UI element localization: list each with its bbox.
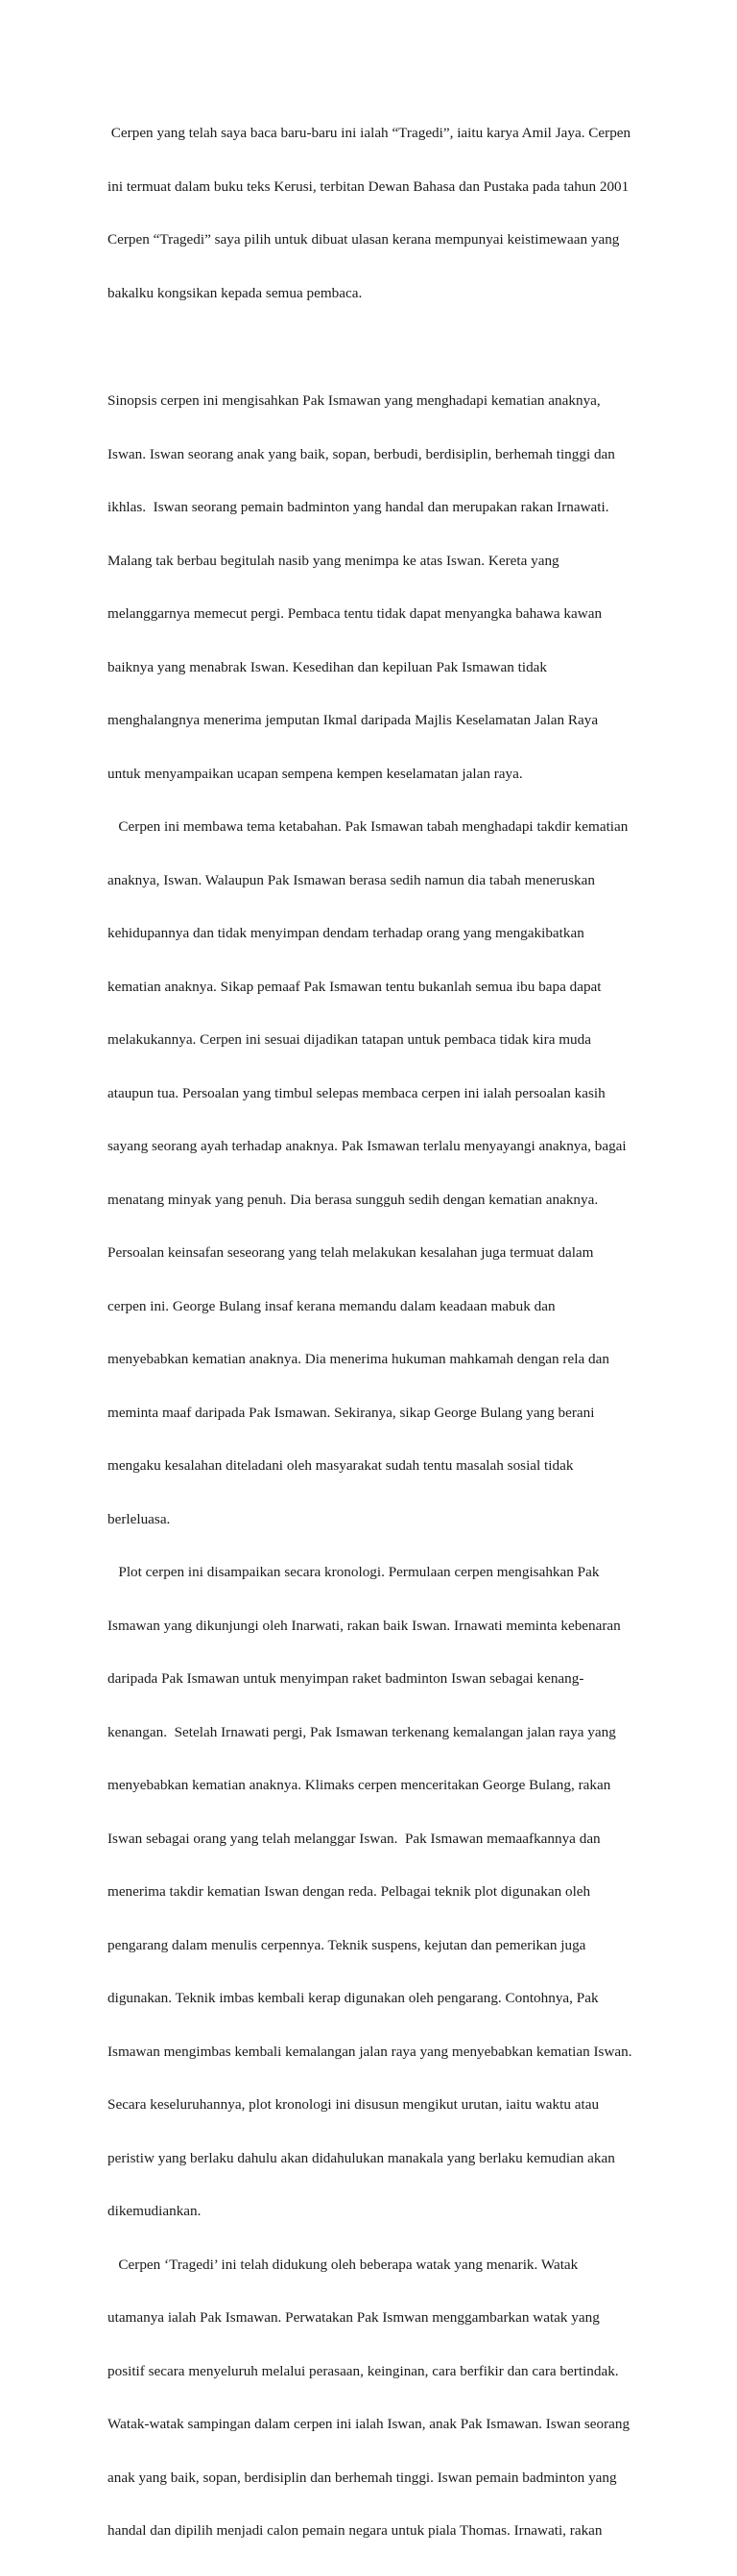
text-line: menatang minyak yang penuh. Dia berasa sungguh sedih dengan kematian anaknya.: [107, 1191, 599, 1208]
text-line: menyebabkan kematian anaknya. Klimaks cerpen menceritakan George Bulang, rakan: [107, 1777, 611, 1793]
text-line: pengarang dalam menulis cerpennya. Teknik suspens, kejutan dan pemerikan juga: [107, 1936, 586, 1953]
text-line: ikhlas. Iswan seorang pemain badminton yang handal dan merupakan rakan Irnawati.: [107, 499, 609, 515]
body-paragraphs: [107, 357, 645, 2576]
document-page: [107, 89, 645, 2576]
text-line: untuk menyampaikan ucapan sempena kempen keselamatan jalan raya.: [107, 765, 523, 782]
text-line: ini termuat dalam buku teks Kerusi, terbitan Dewan Bahasa dan Pustaka pada tahun 2001: [107, 177, 630, 195]
text-line: menerima takdir kematian Iswan dengan reda. Pelbagai teknik plot digunakan oleh: [107, 1883, 591, 1900]
text-line: anak yang baik, sopan, berdisiplin dan berhemah tinggi. Iswan pemain badminton yang: [107, 2469, 617, 2486]
text-line: Plot cerpen ini disampaikan secara kronologi. Permulaan cerpen mengisahkan Pak: [107, 1564, 600, 1580]
text-line: baiknya yang menabrak Iswan. Kesedihan dan kepiluan Pak Ismawan tidak: [107, 658, 548, 675]
intro-paragraph: [107, 89, 645, 338]
text-line: cerpen ini. George Bulang insaf kerana memandu dalam keadaan mabuk dan: [107, 1297, 556, 1314]
text-line: handal dan dipilih menjadi calon pemain negara untuk piala Thomas. Irnawati, rakan: [107, 2522, 603, 2539]
text-line: meminta maaf daripada Pak Ismawan. Sekiranya, sikap George Bulang yang berani: [107, 1404, 595, 1421]
text-line: kehidupannya dan tidak menyimpan dendam terhadap orang yang mengakibatkan: [107, 925, 584, 941]
text-line: berleluasa.: [107, 1510, 171, 1527]
text-line: positif secara menyeluruh melalui perasaan, keinginan, cara berfikir dan cara bertindak.: [107, 2362, 619, 2379]
text-line: sayang seorang ayah terhadap anaknya. Pak Ismawan terlalu menyayangi anaknya, bagai: [107, 1138, 627, 1154]
text-line: menghalangnya menerima jemputan Ikmal daripada Majlis Keselamatan Jalan Raya: [107, 712, 599, 728]
text-line: digunakan. Teknik imbas kembali kerap digunakan oleh pengarang. Contohnya, Pak: [107, 1990, 599, 2006]
text-line: Iswan sebagai orang yang telah melanggar Iswan. Pak Ismawan memaafkannya dan: [107, 1830, 601, 1847]
text-line: ataupun tua. Persoalan yang timbul selepas membaca cerpen ini ialah persoalan kasih: [107, 1084, 606, 1101]
text-line: dikemudiankan.: [107, 2203, 202, 2219]
text-line: Ismawan mengimbas kembali kemalangan jalan raya yang menyebabkan kematian Iswan.: [107, 2043, 632, 2060]
text-line: Cerpen “Tragedi” saya pilih untuk dibuat ulasan kerana mempunyai keistimewaan yang: [107, 231, 620, 248]
text-line: Secara keseluruhannya, plot kronologi ini disusun mengikut urutan, iaitu waktu atau: [107, 2096, 600, 2113]
text-line: peristiw yang berlaku dahulu akan didahulukan manakala yang berlaku kemudian akan: [107, 2149, 615, 2166]
text-line: bakalku kongsikan kepada semua pembaca.: [107, 284, 363, 301]
text-line: kematian anaknya. Sikap pemaaf Pak Ismawan tentu bukanlah semua ibu bapa dapat: [107, 978, 602, 995]
text-line: Cerpen ‘Tragedi’ ini telah didukung oleh beberapa watak yang menarik. Watak: [107, 2256, 579, 2273]
text-line: kenangan. Setelah Irnawati pergi, Pak Ismawan terkenang kemalangan jalan raya yang: [107, 1723, 616, 1740]
text-line: mengaku kesalahan diteladani oleh masyarakat sudah tentu masalah sosial tidak: [107, 1457, 574, 1474]
text-line: Watak-watak sampingan dalam cerpen ini ialah Iswan, anak Pak Ismawan. Iswan seorang: [107, 2416, 630, 2432]
text-line: utamanya ialah Pak Ismawan. Perwatakan Pak Ismwan menggambarkan watak yang: [107, 2309, 600, 2326]
text-line: Iswan. Iswan seorang anak yang baik, sopan, berbudi, berdisiplin, berhemah tinggi dan: [107, 445, 615, 462]
text-line: Cerpen yang telah saya baca baru-baru ini ialah “Tragedi”, iaitu karya Amil Jaya. Cerpen: [107, 125, 631, 141]
text-line: melakukannya. Cerpen ini sesuai dijadikan tatapan untuk pembaca tidak kira muda: [107, 1031, 591, 1048]
text-line: daripada Pak Ismawan untuk menyimpan raket badminton Iswan sebagai kenang-: [107, 1670, 584, 1687]
text-line: anaknya, Iswan. Walaupun Pak Ismawan berasa sedih namun dia tabah meneruskan: [107, 871, 595, 888]
text-line: Persoalan keinsafan seseorang yang telah melakukan kesalahan juga termuat dalam: [107, 1244, 594, 1261]
text-line: Malang tak berbau begitulah nasib yang menimpa ke atas Iswan. Kereta yang: [107, 552, 559, 569]
text-line: menyebabkan kematian anaknya. Dia menerima hukuman mahkamah dengan rela dan: [107, 1351, 609, 1367]
text-line: Sinopsis cerpen ini mengisahkan Pak Ismawan yang menghadapi kematian anaknya,: [107, 392, 601, 409]
text-line: melanggarnya memecut pergi. Pembaca tentu tidak dapat menyangka bahawa kawan: [107, 605, 603, 622]
paragraph-spacer: [107, 338, 645, 357]
text-line: Cerpen ini membawa tema ketabahan. Pak Ismawan tabah menghadapi takdir kematian: [107, 818, 629, 835]
text-line: Ismawan yang dikunjungi oleh Inarwati, rakan baik Iswan. Irnawati meminta kebenaran: [107, 1617, 621, 1634]
